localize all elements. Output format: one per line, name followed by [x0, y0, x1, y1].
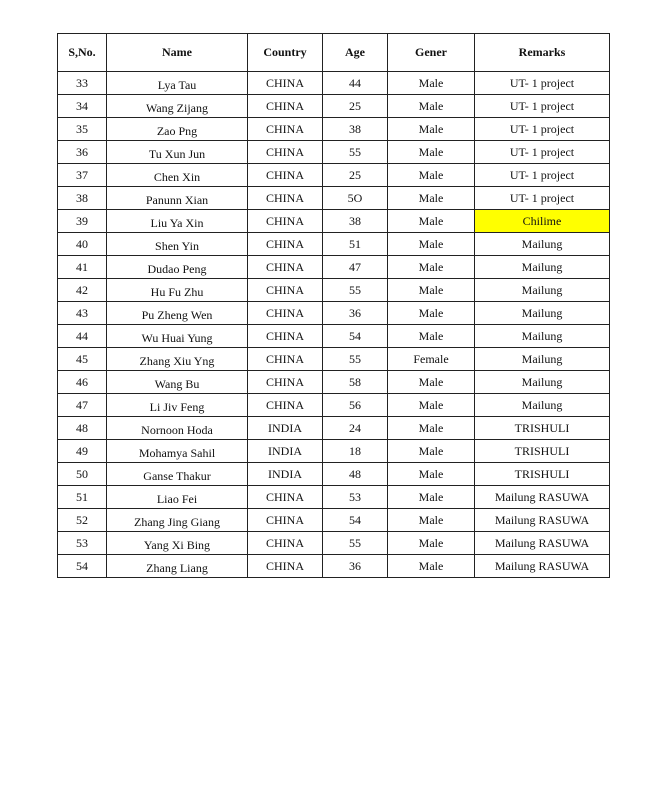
cell-sno: 46	[58, 371, 107, 394]
cell-age: 56	[323, 394, 388, 417]
table-row	[58, 164, 610, 187]
table-row	[58, 440, 610, 463]
cell-sno: 39	[58, 210, 107, 233]
cell-country: CHINA	[248, 141, 323, 164]
cell-name: Wu Huai Yung	[107, 325, 248, 348]
cell-name: Wang Zijang	[107, 95, 248, 118]
table-row	[58, 348, 610, 371]
cell-remarks: Mailung RASUWA	[475, 509, 610, 532]
cell-age: 5O	[323, 187, 388, 210]
cell-gender: Male	[388, 164, 475, 187]
cell-gender: Male	[388, 210, 475, 233]
cell-sno: 44	[58, 325, 107, 348]
cell-remarks: UT- 1 project	[475, 164, 610, 187]
cell-sno: 52	[58, 509, 107, 532]
cell-country: INDIA	[248, 417, 323, 440]
cell-remarks: Mailung	[475, 233, 610, 256]
table-row	[58, 509, 610, 532]
table-row	[58, 210, 610, 233]
header-country: Country	[248, 34, 323, 72]
cell-gender: Male	[388, 233, 475, 256]
cell-sno: 45	[58, 348, 107, 371]
cell-gender: Male	[388, 302, 475, 325]
cell-sno: 42	[58, 279, 107, 302]
cell-sno: 47	[58, 394, 107, 417]
cell-country: CHINA	[248, 302, 323, 325]
cell-name: Zhang Xiu Yng	[107, 348, 248, 371]
cell-remarks: UT- 1 project	[475, 95, 610, 118]
cell-age: 36	[323, 555, 388, 578]
cell-sno: 38	[58, 187, 107, 210]
cell-sno: 49	[58, 440, 107, 463]
cell-age: 38	[323, 118, 388, 141]
cell-sno: 53	[58, 532, 107, 555]
cell-gender: Male	[388, 394, 475, 417]
cell-age: 36	[323, 302, 388, 325]
cell-age: 54	[323, 509, 388, 532]
table-row	[58, 555, 610, 578]
cell-remarks: UT- 1 project	[475, 72, 610, 95]
cell-age: 54	[323, 325, 388, 348]
cell-gender: Male	[388, 325, 475, 348]
cell-age: 53	[323, 486, 388, 509]
cell-sno: 50	[58, 463, 107, 486]
cell-sno: 35	[58, 118, 107, 141]
cell-country: CHINA	[248, 371, 323, 394]
cell-name: Nornoon Hoda	[107, 417, 248, 440]
cell-country: CHINA	[248, 72, 323, 95]
cell-remarks: Mailung	[475, 371, 610, 394]
table-row	[58, 141, 610, 164]
cell-name: Wang Bu	[107, 371, 248, 394]
cell-country: CHINA	[248, 256, 323, 279]
table-row	[58, 187, 610, 210]
header-age: Age	[323, 34, 388, 72]
header-sno: S,No.	[58, 34, 107, 72]
cell-sno: 40	[58, 233, 107, 256]
cell-gender: Male	[388, 440, 475, 463]
header-gender: Gener	[388, 34, 475, 72]
cell-remarks: TRISHULI	[475, 440, 610, 463]
cell-sno: 41	[58, 256, 107, 279]
cell-country: INDIA	[248, 440, 323, 463]
cell-sno: 54	[58, 555, 107, 578]
cell-remarks: UT- 1 project	[475, 118, 610, 141]
cell-gender: Male	[388, 463, 475, 486]
cell-name: Zhang Liang	[107, 555, 248, 578]
cell-age: 25	[323, 95, 388, 118]
table-row	[58, 394, 610, 417]
cell-country: CHINA	[248, 118, 323, 141]
personnel-table	[57, 33, 610, 578]
cell-sno: 33	[58, 72, 107, 95]
cell-name: Liao Fei	[107, 486, 248, 509]
cell-remarks: Chilime	[475, 210, 610, 233]
cell-remarks: Mailung	[475, 348, 610, 371]
cell-sno: 34	[58, 95, 107, 118]
table-row	[58, 256, 610, 279]
cell-gender: Female	[388, 348, 475, 371]
cell-country: CHINA	[248, 348, 323, 371]
cell-age: 25	[323, 164, 388, 187]
cell-country: CHINA	[248, 279, 323, 302]
cell-sno: 43	[58, 302, 107, 325]
cell-remarks: Mailung RASUWA	[475, 555, 610, 578]
table-row	[58, 325, 610, 348]
cell-age: 55	[323, 532, 388, 555]
cell-gender: Male	[388, 118, 475, 141]
table-row	[58, 279, 610, 302]
cell-name: Chen Xin	[107, 164, 248, 187]
cell-country: CHINA	[248, 187, 323, 210]
table-row	[58, 233, 610, 256]
cell-country: CHINA	[248, 164, 323, 187]
cell-remarks: Mailung RASUWA	[475, 486, 610, 509]
cell-gender: Male	[388, 555, 475, 578]
cell-remarks: Mailung	[475, 302, 610, 325]
cell-country: CHINA	[248, 532, 323, 555]
table-row	[58, 72, 610, 95]
cell-remarks: UT- 1 project	[475, 187, 610, 210]
cell-remarks: Mailung	[475, 394, 610, 417]
cell-country: CHINA	[248, 210, 323, 233]
cell-name: Hu Fu Zhu	[107, 279, 248, 302]
cell-sno: 37	[58, 164, 107, 187]
cell-name: Mohamya Sahil	[107, 440, 248, 463]
cell-age: 51	[323, 233, 388, 256]
header-name: Name	[107, 34, 248, 72]
table-row	[58, 302, 610, 325]
cell-gender: Male	[388, 141, 475, 164]
cell-country: CHINA	[248, 394, 323, 417]
cell-age: 18	[323, 440, 388, 463]
cell-age: 48	[323, 463, 388, 486]
cell-country: INDIA	[248, 463, 323, 486]
cell-gender: Male	[388, 417, 475, 440]
table-header	[58, 34, 610, 72]
table-row	[58, 417, 610, 440]
cell-country: CHINA	[248, 555, 323, 578]
cell-name: Tu Xun Jun	[107, 141, 248, 164]
cell-age: 47	[323, 256, 388, 279]
cell-age: 55	[323, 279, 388, 302]
header-row	[58, 34, 610, 72]
cell-gender: Male	[388, 187, 475, 210]
cell-age: 55	[323, 141, 388, 164]
cell-name: Lya Tau	[107, 72, 248, 95]
cell-sno: 51	[58, 486, 107, 509]
cell-sno: 36	[58, 141, 107, 164]
cell-remarks: Mailung	[475, 279, 610, 302]
cell-name: Ganse Thakur	[107, 463, 248, 486]
cell-name: Pu Zheng Wen	[107, 302, 248, 325]
table-row	[58, 118, 610, 141]
cell-age: 24	[323, 417, 388, 440]
cell-country: CHINA	[248, 233, 323, 256]
cell-remarks: TRISHULI	[475, 463, 610, 486]
cell-remarks: Mailung RASUWA	[475, 532, 610, 555]
cell-remarks: Mailung	[475, 325, 610, 348]
table-row	[58, 486, 610, 509]
cell-gender: Male	[388, 279, 475, 302]
cell-name: Shen Yin	[107, 233, 248, 256]
cell-sno: 48	[58, 417, 107, 440]
cell-country: CHINA	[248, 509, 323, 532]
cell-gender: Male	[388, 256, 475, 279]
cell-remarks: UT- 1 project	[475, 141, 610, 164]
cell-gender: Male	[388, 486, 475, 509]
table-row	[58, 371, 610, 394]
cell-age: 58	[323, 371, 388, 394]
table-row	[58, 95, 610, 118]
cell-remarks: Mailung	[475, 256, 610, 279]
cell-gender: Male	[388, 371, 475, 394]
table-row	[58, 532, 610, 555]
header-remarks: Remarks	[475, 34, 610, 72]
cell-country: CHINA	[248, 95, 323, 118]
cell-name: Dudao Peng	[107, 256, 248, 279]
cell-age: 44	[323, 72, 388, 95]
cell-name: Liu Ya Xin	[107, 210, 248, 233]
cell-gender: Male	[388, 509, 475, 532]
cell-gender: Male	[388, 95, 475, 118]
cell-gender: Male	[388, 72, 475, 95]
table-row	[58, 463, 610, 486]
cell-name: Zhang Jing Giang	[107, 509, 248, 532]
table-body	[58, 72, 610, 578]
cell-gender: Male	[388, 532, 475, 555]
cell-name: Yang Xi Bing	[107, 532, 248, 555]
cell-age: 55	[323, 348, 388, 371]
cell-age: 38	[323, 210, 388, 233]
cell-country: CHINA	[248, 486, 323, 509]
cell-name: Zao Png	[107, 118, 248, 141]
cell-name: Panunn Xian	[107, 187, 248, 210]
cell-country: CHINA	[248, 325, 323, 348]
cell-name: Li Jiv Feng	[107, 394, 248, 417]
cell-remarks: TRISHULI	[475, 417, 610, 440]
